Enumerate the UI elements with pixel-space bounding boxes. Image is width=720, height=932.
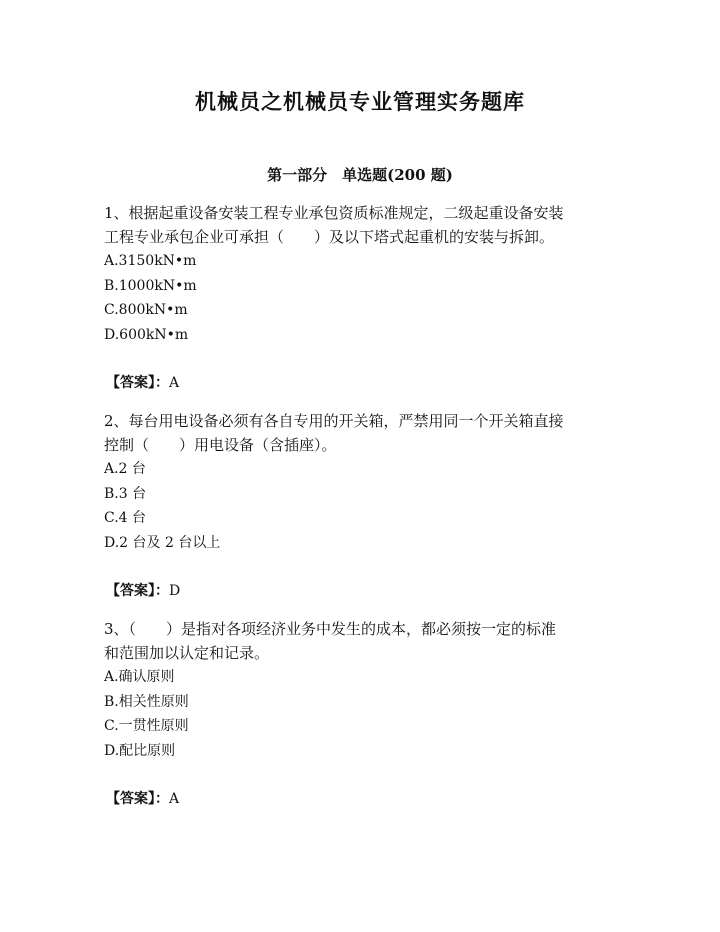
option-a: A.3150kN•m	[104, 253, 197, 269]
option-a: A.2 台	[104, 461, 146, 477]
answer-label: 【答案】：	[106, 583, 169, 599]
question-stem-line: 控制（ ）用电设备（含插座）。	[104, 436, 337, 454]
question-stem-line: 和范围加以认定和记录。	[104, 644, 270, 662]
option-b: B.1000kN•m	[104, 277, 197, 294]
option-d: D.配比原则	[104, 742, 176, 759]
question-3	[104, 617, 624, 807]
question-stem-line: 2、每台用电设备必须有各自专用的开关箱，严禁用同一个开关箱直接	[104, 412, 564, 430]
option-c: C.4 台	[104, 510, 147, 526]
option-a: A.确认原则	[104, 669, 175, 685]
answer-label: 【答案】：	[106, 375, 169, 391]
question-1	[104, 201, 624, 391]
option-b: B.3 台	[104, 485, 147, 502]
option-c: C.800kN•m	[104, 302, 188, 318]
section-title: 第一部分 单选题(200 题)	[267, 166, 453, 184]
answer-value: D	[169, 583, 181, 599]
document-title: 机械员之机械员专业管理实务题库	[195, 89, 525, 114]
option-b: B.相关性原则	[104, 693, 189, 710]
option-c: C.一贯性原则	[104, 718, 189, 734]
answer-line	[106, 788, 179, 808]
answer-label: 【答案】：	[106, 791, 169, 807]
question-stem-line: 3、（ ）是指对各项经济业务中发生的成本，都必须按一定的标准	[104, 620, 557, 638]
question-stem-line: 工程专业承包企业可承担（ ）及以下塔式起重机的安装与拆卸。	[104, 228, 555, 246]
option-d: D.600kN•m	[104, 326, 189, 343]
question-2	[104, 409, 624, 599]
answer-value: A	[169, 791, 180, 807]
answer-value: A	[169, 375, 180, 391]
option-d: D.2 台及 2 台以上	[104, 534, 221, 551]
question-stem-line: 1、根据起重设备安装工程专业承包资质标准规定，二级起重设备安装	[104, 204, 564, 222]
answer-line	[106, 372, 179, 392]
answer-line	[106, 580, 180, 600]
